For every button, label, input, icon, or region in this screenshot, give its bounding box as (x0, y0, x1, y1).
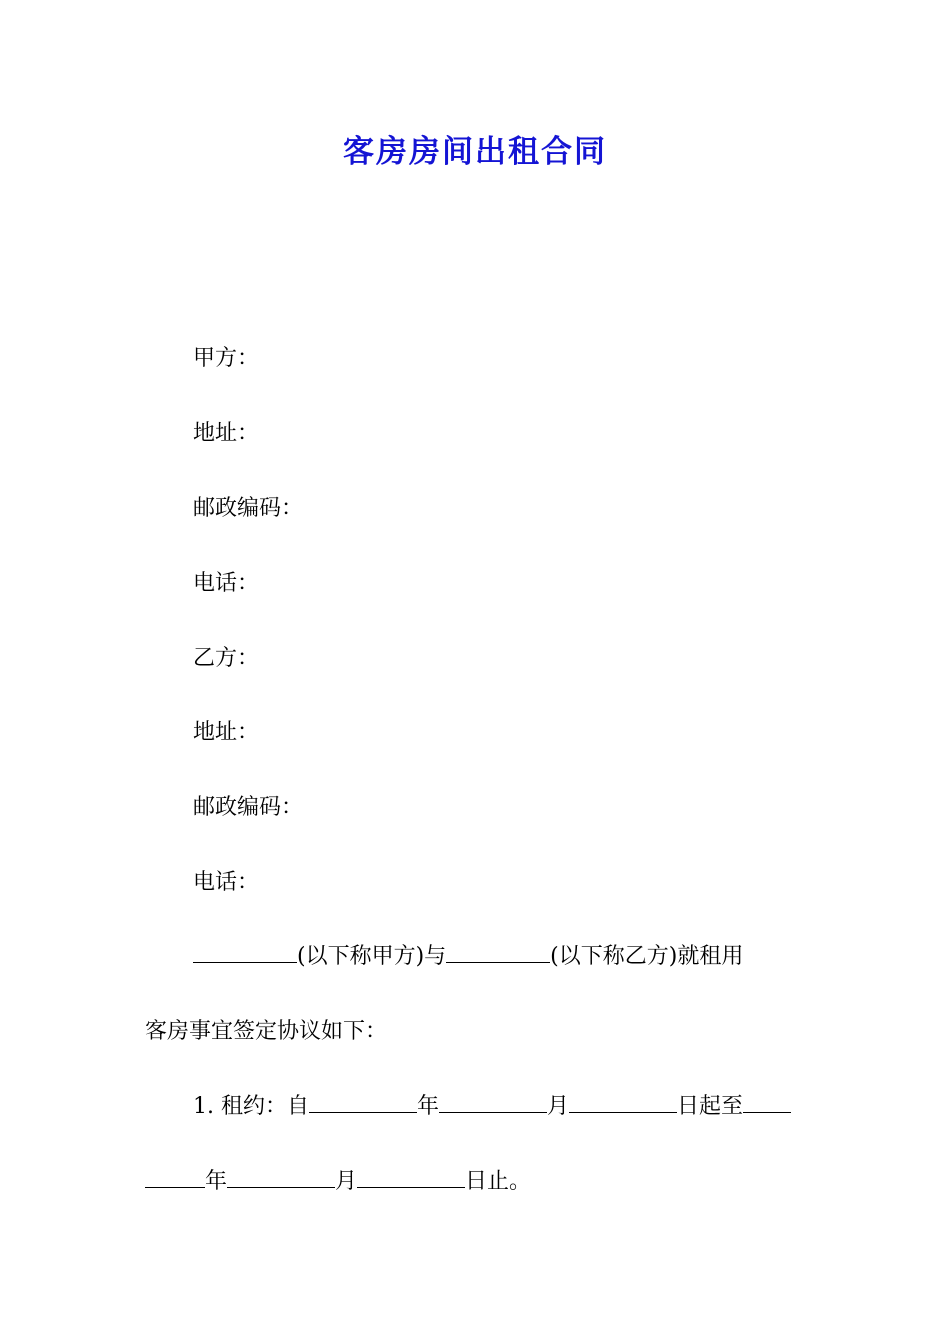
clause-1-day-from-label: 日起至 (677, 1094, 744, 1119)
end-day-blank (357, 1167, 465, 1188)
intro-part-2: (以下称乙方)就租用 (550, 944, 744, 969)
party-b-phone-label: 电话： (193, 870, 260, 895)
party-a-name-blank (193, 942, 297, 963)
start-day-blank (569, 1092, 677, 1113)
party-b-postcode-label: 邮政编码： (193, 795, 304, 820)
party-a-phone-label: 电话： (193, 571, 260, 596)
intro-part-1: (以下称甲方)与 (297, 944, 447, 969)
intro-line-2: 客房事宜签定协议如下： (145, 1019, 388, 1044)
party-b-name-blank (446, 942, 550, 963)
end-year-blank-part-2 (145, 1167, 205, 1188)
clause-1-year-label: 年 (416, 1094, 439, 1119)
party-b-label: 乙方： (193, 646, 260, 671)
start-year-blank (309, 1092, 417, 1113)
party-b-address-label: 地址： (193, 720, 260, 745)
clause-1-month2-label: 月 (335, 1169, 358, 1194)
party-a-postcode-label: 邮政编码： (193, 496, 304, 521)
end-month-blank (227, 1167, 335, 1188)
party-a-label: 甲方： (193, 346, 260, 371)
clause-1-end-label: 日止。 (465, 1169, 532, 1194)
clause-1-line-2 (145, 1167, 825, 1197)
page-title: 客房房间出租合同 (343, 134, 607, 170)
clause-1-prefix: 1. 租约：自 (193, 1094, 309, 1119)
end-year-blank-part-1 (743, 1092, 791, 1113)
clause-1-year2-label: 年 (205, 1169, 228, 1194)
party-a-address-label: 地址： (193, 421, 260, 446)
start-month-blank (439, 1092, 547, 1113)
clause-1-line-1 (193, 1092, 873, 1122)
intro-line-1 (193, 942, 873, 972)
clause-1-month-label: 月 (547, 1094, 570, 1119)
